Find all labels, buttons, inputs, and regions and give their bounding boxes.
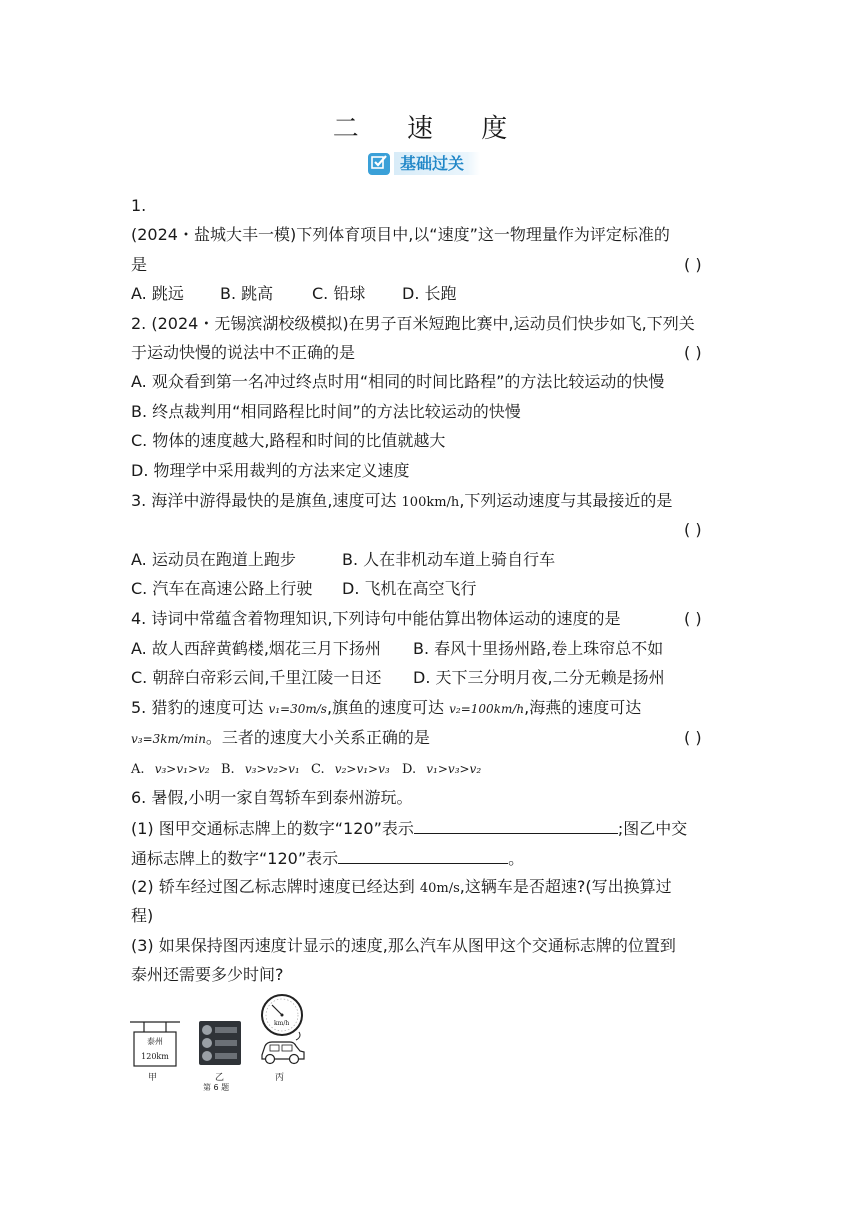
- q2-option-d[interactable]: D. 物理学中采用裁判的方法来定义速度: [131, 461, 410, 480]
- q5-option-b-expr: v₃>v₂>v₁: [244, 762, 300, 776]
- q5-option-d[interactable]: [402, 756, 481, 782]
- section-badge: [368, 150, 480, 177]
- q6-part2-speed: 40m/s: [419, 881, 460, 896]
- q6-part1-blank1[interactable]: [414, 816, 618, 834]
- q5-stem-part3: ,海燕的速度可达: [524, 698, 642, 717]
- q5-stem-line2: [131, 726, 731, 751]
- q6-part3-line2: 泰州还需要多少时间?: [131, 965, 284, 984]
- q5-option-c-expr: v₂>v₁>v₃: [334, 762, 390, 776]
- q4-option-a[interactable]: A. 故人西辞黄鹤楼,烟花三月下扬州: [131, 639, 381, 658]
- q1-stem-line2: 是: [131, 255, 148, 274]
- q1-option-b[interactable]: B. 跳高: [220, 284, 274, 303]
- q3-speed-value: 100km/h: [401, 495, 460, 510]
- q5-v3: v₃=3km/min: [131, 732, 206, 746]
- speedometer-car-icon: [256, 993, 312, 1067]
- figure-caption: 第 6 题: [203, 1083, 230, 1092]
- figure-label-yi: 乙: [215, 1073, 225, 1083]
- q5-v1: v₁=30m/s: [268, 702, 327, 716]
- q3-stem: [131, 489, 731, 515]
- q6-part2-text-a: (2) 轿车经过图乙标志牌时速度已经达到: [131, 877, 420, 896]
- q6-part1-text-d: 。: [508, 849, 525, 868]
- q1-answer-bracket[interactable]: ( ): [684, 255, 702, 274]
- q5-option-a-letter: A.: [131, 762, 145, 777]
- q6-part1-line2: [131, 846, 731, 871]
- q4-answer-bracket[interactable]: ( ): [684, 609, 702, 628]
- q6-part1-blank2[interactable]: [338, 846, 508, 864]
- q1-number: 1.: [131, 196, 147, 215]
- q6-part2-line1: [131, 875, 731, 901]
- q6-part1-text-c: 通标志牌上的数字“120”表示: [131, 849, 339, 868]
- q3-answer-bracket[interactable]: ( ): [684, 520, 702, 539]
- section-badge-label: 基础过关: [394, 152, 480, 175]
- q6-stem: 6. 暑假,小明一家自驾轿车到泰州游玩。: [131, 788, 413, 807]
- checkbox-icon: [368, 153, 390, 175]
- q5-stem-part1: 5. 猎豹的速度可达: [131, 698, 269, 717]
- q1-option-d[interactable]: D. 长跑: [402, 284, 457, 303]
- q5-option-d-letter: D.: [402, 762, 417, 777]
- q4-option-b[interactable]: B. 春风十里扬州路,卷上珠帘总不如: [413, 639, 664, 658]
- sign-distance-label: 120km: [141, 1052, 169, 1061]
- q2-option-c[interactable]: C. 物体的速度越大,路程和时间的比值就越大: [131, 431, 446, 450]
- q2-stem-line1: 2. (2024・无锡滨湖校级模拟)在男子百米短跑比赛中,运动员们快步如飞,下列关: [131, 314, 695, 333]
- q6-part3-line1: (3) 如果保持图丙速度计显示的速度,那么汽车从图甲这个交通标志牌的位置到: [131, 936, 676, 955]
- q6-part2-line2: 程): [131, 906, 154, 925]
- q5-option-a[interactable]: [131, 756, 210, 782]
- q5-option-c[interactable]: [311, 756, 390, 782]
- q3-option-b[interactable]: B. 人在非机动车道上骑自行车: [342, 550, 556, 569]
- q4-stem: 4. 诗词中常蕴含着物理知识,下列诗句中能估算出物体运动的速度的是: [131, 609, 621, 628]
- q5-option-d-expr: v₁>v₃>v₂: [426, 762, 482, 776]
- q5-option-c-letter: C.: [311, 762, 325, 777]
- q1-option-a[interactable]: A. 跳远: [131, 284, 184, 303]
- q6-part1-text-b: ;图乙中交: [617, 819, 688, 838]
- q2-option-b[interactable]: B. 终点裁判用“相同路程比时间”的方法比较运动的快慢: [131, 402, 521, 421]
- figure-label-bing: 丙: [275, 1073, 285, 1083]
- q3-option-c[interactable]: C. 汽车在高速公路上行驶: [131, 579, 313, 598]
- q2-option-a[interactable]: A. 观众看到第一名冲过终点时用“相同的时间比路程”的方法比较运动的快慢: [131, 372, 665, 391]
- sign-city-label: 泰州: [147, 1037, 163, 1046]
- q5-option-a-expr: v₃>v₁>v₂: [154, 762, 210, 776]
- q3-option-a[interactable]: A. 运动员在跑道上跑步: [131, 550, 296, 569]
- q5-stem-line1: [131, 696, 731, 721]
- speed-limit-sign-icon: [198, 1020, 242, 1066]
- q3-stem-a: 3. 海洋中游得最快的是旗鱼,速度可达: [131, 491, 402, 510]
- page-title: 二 速 度: [332, 114, 528, 144]
- q6-part1-text-a: (1) 图甲交通标志牌上的数字“120”表示: [131, 819, 414, 838]
- q5-answer-bracket[interactable]: ( ): [684, 728, 702, 747]
- q4-option-c[interactable]: C. 朝辞白帝彩云间,千里江陵一日还: [131, 668, 382, 687]
- q5-stem-part4: 。三者的速度大小关系正确的是: [205, 728, 430, 747]
- q2-stem-line2: 于运动快慢的说法中不正确的是: [131, 343, 356, 362]
- q6-part2-text-b: ,这辆车是否超速?(写出换算过: [459, 877, 672, 896]
- speedometer-unit-label: km/h: [274, 1020, 290, 1027]
- q5-stem-part2: ,旗鱼的速度可达: [326, 698, 450, 717]
- q6-figure: [128, 993, 328, 1093]
- q5-option-b-letter: B.: [221, 762, 235, 777]
- q1-option-c[interactable]: C. 铅球: [312, 284, 366, 303]
- q3-stem-b: ,下列运动速度与其最接近的是: [459, 491, 673, 510]
- figure-label-jia: 甲: [148, 1073, 158, 1083]
- q5-option-b[interactable]: [221, 756, 300, 782]
- q2-answer-bracket[interactable]: ( ): [684, 343, 702, 362]
- q1-stem-line1: (2024・盐城大丰一模)下列体育项目中,以“速度”这一物理量作为评定标准的: [131, 225, 670, 244]
- q6-part1-line1: [131, 816, 731, 841]
- q3-option-d[interactable]: D. 飞机在高空飞行: [342, 579, 477, 598]
- q5-v2: v₂=100km/h: [449, 702, 525, 716]
- q4-option-d[interactable]: D. 天下三分明月夜,二分无赖是扬州: [413, 668, 665, 687]
